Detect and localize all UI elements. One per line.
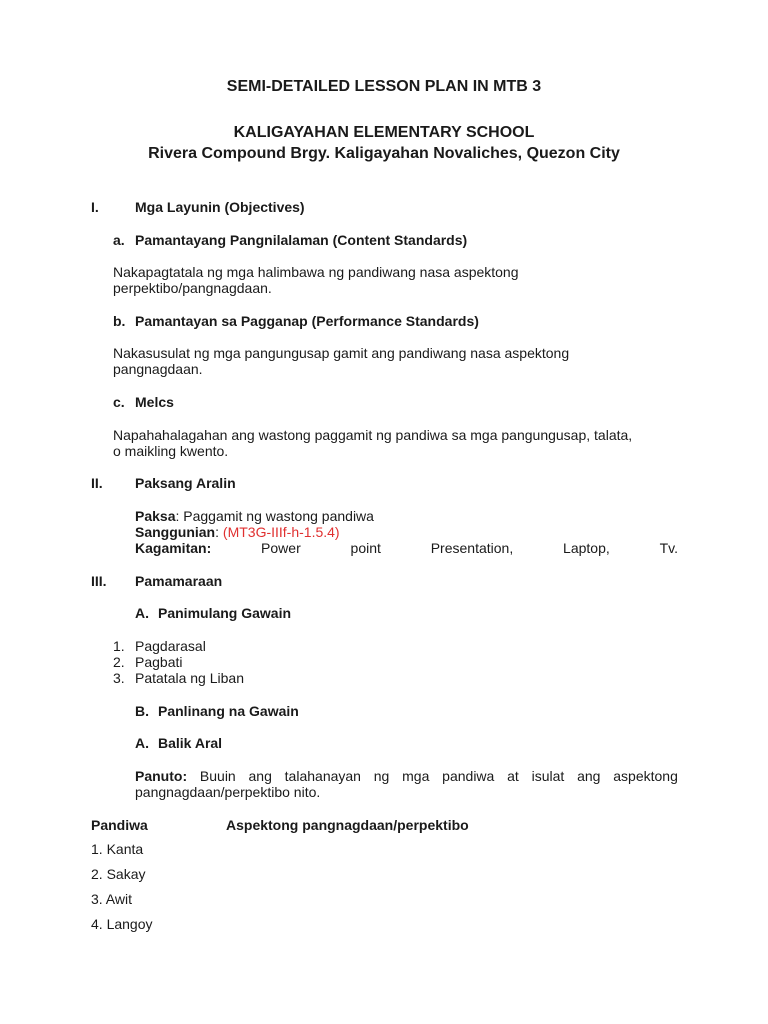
melcs-text: o maikling kwento. (113, 443, 229, 459)
subsection-marker: A. (135, 605, 149, 621)
paksa-label: Paksa (135, 508, 176, 524)
melcs-heading: Melcs (135, 394, 174, 410)
panuto-word: Buuin (199, 768, 236, 784)
content-standards-text: Nakapagtatala ng mga halimbawa ng pandiwang nasa aspektong (113, 264, 519, 280)
kagamitan-item: Tv. (659, 540, 678, 556)
panlinang-heading: Panlinang na Gawain (158, 703, 299, 719)
subsection-marker: a. (113, 232, 125, 248)
subsection-marker: A. (135, 735, 149, 751)
table-row: 4. Langoy (91, 916, 153, 932)
document-title: SEMI-DETAILED LESSON PLAN IN MTB 3 (226, 78, 542, 95)
step-text: Pagbati (135, 654, 183, 670)
kagamitan-item: Power (261, 540, 301, 556)
table-header-pandiwa: Pandiwa (91, 817, 148, 833)
content-standards-heading: Pamantayang Pangnilalaman (Content Standards) (135, 232, 468, 248)
table-row: 3. Awit (91, 891, 132, 907)
step-number: 3. (113, 670, 125, 686)
performance-standards-text: Nakasusulat ng mga pangungusap gamit ang pandiwang nasa aspektong (113, 345, 570, 361)
step-number: 2. (113, 654, 125, 670)
panuto-word: talahanayan (284, 768, 361, 784)
section-heading-subject: Paksang Aralin (135, 475, 236, 491)
balik-aral-heading: Balik Aral (158, 735, 223, 751)
table-header-aspekto: Aspektong pangnagdaan/perpektibo (226, 817, 469, 833)
panuto-word: ang (248, 768, 272, 784)
panuto-label: Panuto: (135, 768, 188, 784)
sanggunian-value: (MT3G-IIIf-h-1.5.4) (222, 524, 340, 540)
step-number: 1. (113, 638, 125, 654)
subsection-marker: c. (113, 394, 125, 410)
kagamitan-item: point (350, 540, 381, 556)
panuto-text: pangnagdaan/perpektibo nito. (135, 784, 321, 800)
panuto-word: mga (402, 768, 430, 784)
section-numeral: III. (91, 573, 107, 589)
panuto-word: aspektong (613, 768, 678, 784)
content-standards-text: perpektibo/pangnagdaan. (113, 280, 272, 296)
subsection-marker: b. (113, 313, 126, 329)
performance-standards-heading: Pamantayan sa Pagganap (Performance Standards) (135, 313, 479, 329)
sanggunian-label: Sanggunian (135, 524, 216, 540)
panuto-word: ang (577, 768, 601, 784)
school-address: Rivera Compound Brgy. Kaligayahan Novaliches, Quezon City (148, 145, 620, 162)
kagamitan-line (135, 539, 678, 557)
kagamitan-item: Presentation, (430, 540, 514, 556)
melcs-text: Napahahalagahan ang wastong paggamit ng pandiwa sa mga pangungusap, talata, (113, 427, 633, 443)
school-name: KALIGAYAHAN ELEMENTARY SCHOOL (233, 124, 535, 141)
panuto-word: ng (373, 768, 390, 784)
section-heading-objectives: Mga Layunin (Objectives) (135, 199, 305, 215)
panuto-word: pandiwa (442, 768, 495, 784)
table-row: 1. Kanta (91, 841, 144, 857)
sanggunian-colon: : (215, 524, 223, 540)
step-text: Patatala ng Liban (135, 670, 244, 686)
panuto-word: at (507, 768, 519, 784)
table-row: 2. Sakay (91, 866, 146, 882)
kagamitan-item: Laptop, (563, 540, 610, 556)
step-text: Pagdarasal (135, 638, 206, 654)
subsection-marker: B. (135, 703, 149, 719)
section-heading-procedure: Pamamaraan (135, 573, 223, 589)
kagamitan-label: Kagamitan: (135, 540, 212, 556)
panimulang-gawain-heading: Panimulang Gawain (158, 605, 292, 621)
section-numeral: II. (91, 475, 103, 491)
performance-standards-text: pangnagdaan. (113, 361, 203, 377)
paksa-value: : Paggamit ng wastong pandiwa (175, 508, 374, 524)
panuto-word: isulat (531, 768, 565, 784)
section-numeral: I. (91, 199, 99, 215)
